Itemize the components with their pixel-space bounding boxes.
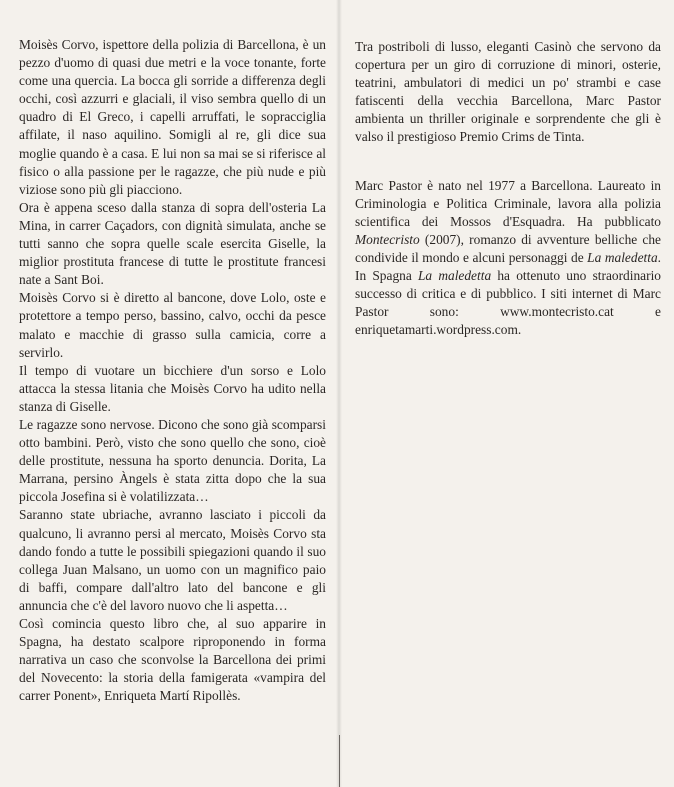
- right-column: [355, 38, 661, 339]
- bio-text: . In Spagna: [355, 249, 662, 284]
- bio-text: (2007), romanzo di avventure belliche che condivide il mondo e alcuni personaggi de: [355, 231, 661, 265]
- bio-text: ha ottenuto uno straordinario successo di critica e di pubblico. I siti internet di Marc Pastor sono: www.montecristo.cat e enriquetamarti.wordpress.com.: [355, 268, 661, 338]
- page-fold-line: [339, 735, 340, 787]
- page-fold-shadow: [336, 0, 342, 787]
- author-bio: [355, 177, 661, 340]
- synopsis-paragraph: Le ragazze sono nervose. Dicono che sono già scomparsi otto bambini. Però, visto che sono quello che sono, cioè delle prostitute, nessuna ha sporto denuncia. Dorita, La Marrana, persino Àngels è stata zitta dopo che la sua piccola Josefina si è volatilizzata…: [19, 416, 326, 505]
- synopsis-paragraph: Ora è appena sceso dalla stanza di sopra dell'osteria La Mina, in carrer Caçadors, con dignità simulata, anche se tutti sanno che sopra quelle scale esercita Giselle, la miglior prostituta francese di tutte le prostitute francesi nate a Sant Boi.: [19, 199, 326, 288]
- synopsis-paragraph: Saranno state ubriache, avranno lasciato i piccoli da qualcuno, li avranno persi al mercato, Moisès Corvo sta dando fondo a tutte le possibili spiegazioni quando il suo collega Juan Malsano, un uomo con un magnifico paio di baffi, compare dall'altro lato del bancone e gli annuncia che c'è del lavoro nuovo che li aspetta…: [19, 507, 326, 613]
- synopsis-column: [19, 36, 326, 705]
- synopsis-paragraph: Moisès Corvo, ispettore della polizia di Barcellona, è un pezzo d'uomo di quasi due metri e la voce tonante, forte come una quercia. La bocca gli sorride a differenza degli occhi, così azzurri e glaciali, il viso sembra quello di un quadro di El Greco, i capelli arruffati, le sopracciglia affilate, il naso aquilino. Somigli al re, gli dice sua moglie quando è a casa. E lui non sa mai se si riferisce al fisico o alla passione per le ragazze, che più nude e più viziose sono più gli piacciono.: [19, 37, 326, 197]
- book-title: La maledetta: [587, 249, 658, 265]
- bio-text: Marc Pastor è nato nel 1977 a Barcellona. Laureato in Criminologia e Politica Criminale, lavora alla polizia scientifica dei Mossos d'Esquadra. Ha pubblicato: [355, 177, 661, 229]
- synopsis-paragraph: Il tempo di vuotare un bicchiere d'un sorso e Lolo attacca la stessa litania che Moisès Corvo ha udito nella stanza di Giselle.: [19, 362, 326, 414]
- synopsis-paragraph: Così comincia questo libro che, al suo apparire in Spagna, ha destato scalpore riproponendo in forma narrativa un caso che sconvolse la Barcellona dei primi del Novecento: la storia della famigerata «vampira del carrer Ponent», Enriqueta Martí Ripollès.: [19, 616, 326, 704]
- setting-paragraph: Tra postriboli di lusso, eleganti Casinò che servono da copertura per un giro di corruzione di minori, osterie, teatrini, ambulatori di medici un po' strambi e case fatiscenti della vecchia Barcellona, Marc Pastor ambienta un thriller originale e sorprendente che gli è valso il prestigioso Premio Crims de Tinta.: [355, 39, 661, 145]
- book-title: La maledetta: [417, 268, 492, 284]
- book-title: Montecristo: [355, 231, 420, 247]
- synopsis-paragraph: Moisès Corvo si è diretto al bancone, dove Lolo, oste e protettore a tempo perso, bassino, calvo, occhi da pesce malato e macchie di grasso sulla camicia, corre a servirlo.: [19, 290, 326, 360]
